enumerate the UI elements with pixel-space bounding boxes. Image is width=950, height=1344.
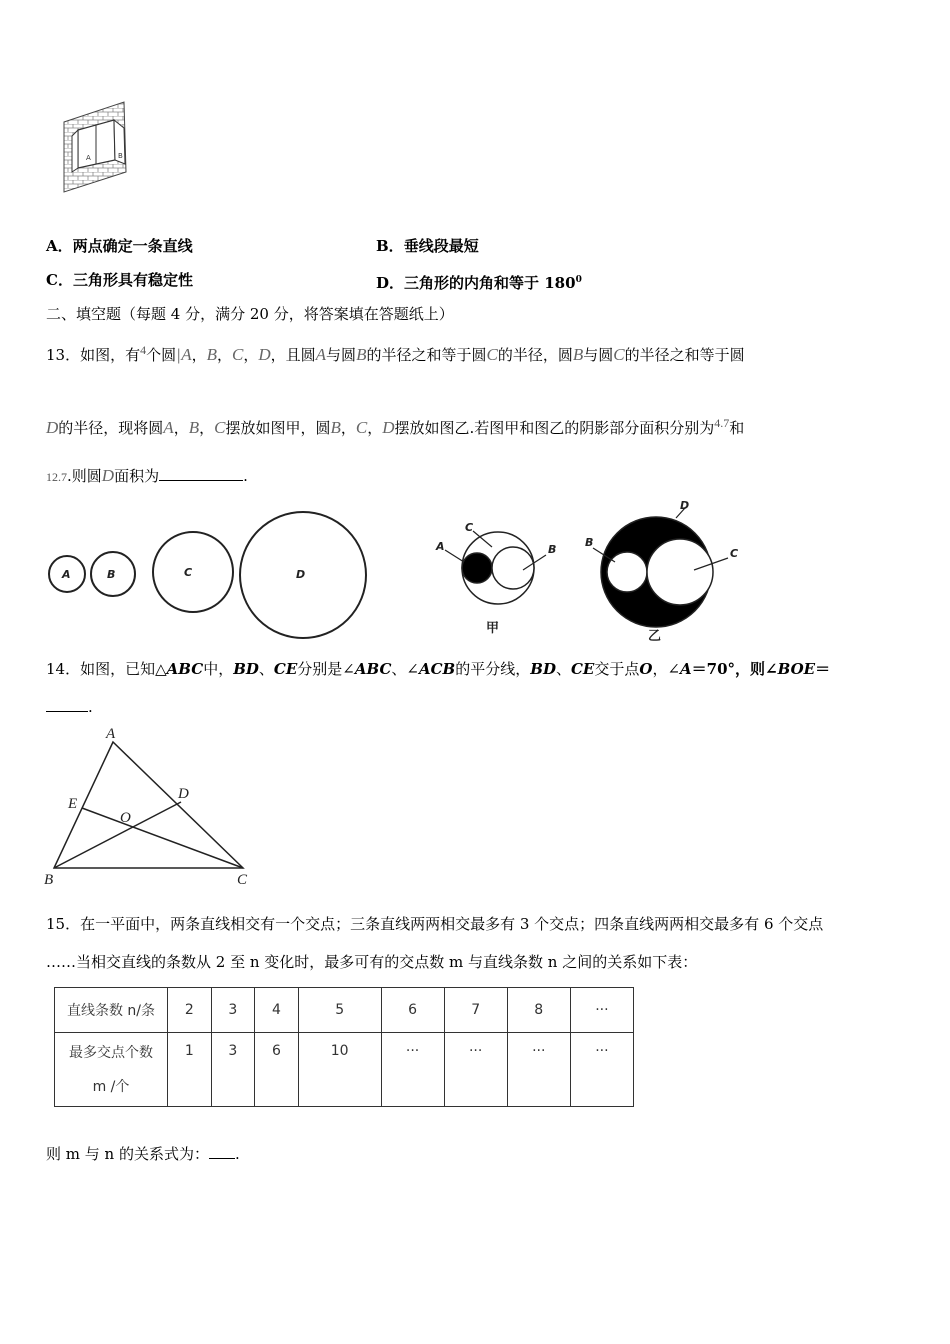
jia-circle-a	[462, 553, 492, 583]
yi-circle-b	[607, 552, 647, 592]
q13-var-a: A	[181, 345, 192, 364]
q14-text: 的平分线，	[455, 660, 531, 678]
table-cell: 7	[444, 988, 507, 1033]
table-header-cell	[55, 1033, 168, 1107]
q14-text: 、∠	[391, 660, 419, 678]
q13-text: 与圆	[583, 346, 614, 364]
table-cell: ···	[444, 1033, 507, 1107]
q13-text: 与圆	[326, 346, 357, 364]
q13-comma: ，	[367, 419, 383, 437]
q14-line1	[46, 659, 830, 679]
q13-text: 如图，有	[80, 346, 141, 364]
q13-comma: ，	[340, 419, 356, 437]
q14-triangle-figure	[40, 722, 270, 892]
option-d	[376, 270, 582, 293]
vertex-b: B	[44, 872, 54, 888]
q13-var-b: B	[330, 418, 341, 437]
q13-var-c: C	[214, 418, 226, 437]
table-header-line: m /个	[92, 1078, 130, 1095]
q14-num: 14．	[46, 660, 81, 678]
q13-text: 个圆	[146, 346, 177, 364]
table-cell: ···	[381, 1033, 444, 1107]
circle-c-label: C	[184, 566, 193, 579]
q15-answer-prefix: 则 m 与 n 的关系式为：	[46, 1145, 209, 1163]
q14-var: CE	[273, 660, 298, 678]
q14-var: O	[639, 660, 653, 678]
vertex-e: E	[68, 796, 78, 812]
option-a	[46, 236, 193, 256]
q15-text: 在一平面中，两条直线相交有一个交点；三条直线两两相交最多有 3 个交点；四条直线两两相交最多有 6 个交点	[80, 915, 824, 933]
q14-text: ，∠	[652, 660, 681, 678]
svg-text:B: B	[118, 152, 123, 160]
q15-answer-line	[46, 1144, 240, 1164]
q13-var-b: B	[188, 418, 200, 437]
q13-var-b: B	[572, 345, 584, 364]
option-d-sup: 0	[575, 275, 582, 285]
q13-comma: ，	[173, 419, 189, 437]
q14-var: BD	[233, 660, 259, 678]
q14-text: .	[88, 698, 93, 716]
section-2-title: 二、填空题（每题 4 分，满分 20 分，将答案填在答题纸上）	[46, 305, 454, 323]
jia-label-a: A	[436, 540, 445, 553]
q14-var: A	[680, 660, 692, 678]
q14-var: BD	[530, 660, 556, 678]
q14-var: ABC	[354, 660, 392, 678]
svg-text:A: A	[86, 154, 91, 162]
q13-answer-blank[interactable]	[159, 466, 243, 481]
q13-var-c: C	[355, 418, 368, 437]
option-c-text: 三角形具有稳定性	[72, 271, 193, 289]
q13-var-d: D	[382, 418, 395, 437]
q14-text: 分别是∠	[297, 660, 355, 678]
table-header-cell: 直线条数 n/条	[55, 988, 168, 1033]
q13-var-4: 4	[140, 343, 147, 357]
q13-text: 的半径，圆	[497, 346, 573, 364]
q13-var-c: C	[613, 345, 625, 364]
circle-b-label: B	[107, 568, 116, 581]
vertex-c: C	[237, 872, 248, 888]
option-a-text: 两点确定一条直线	[72, 237, 193, 255]
q13-value-4-7: 4.7	[714, 416, 730, 430]
q13-comma: ，	[191, 346, 207, 364]
q14-text: 交于点	[594, 660, 640, 678]
option-b-text: 垂线段最短	[403, 237, 479, 255]
window-wall-figure	[58, 100, 138, 196]
q13-text: 的半径之和等于圆	[366, 346, 487, 364]
q13-text: .则圆	[67, 467, 102, 485]
option-a-letter: A．	[46, 237, 73, 255]
jia-label-b: B	[548, 543, 557, 556]
option-d-text: 三角形的内角和等于 180	[404, 274, 576, 292]
q13-text: 的半径，现将圆	[58, 419, 164, 437]
q15-answer-suffix: .	[234, 1145, 240, 1163]
q14-answer-blank[interactable]	[46, 697, 88, 712]
option-b-letter: B．	[376, 237, 404, 255]
q13-num: 13．	[46, 346, 81, 364]
q14-text: 、	[555, 660, 571, 678]
q13-comma: ，	[243, 346, 259, 364]
q13-text: .	[243, 467, 248, 485]
q15-num: 15．	[46, 915, 81, 933]
circle-a-label: A	[62, 568, 71, 581]
q13-comma: ，	[216, 346, 232, 364]
q13-circles-figure	[40, 500, 760, 650]
q14-var: CE	[570, 660, 595, 678]
q14-var: ACB	[418, 660, 456, 678]
table-cell: ···	[507, 1033, 570, 1107]
table-row	[55, 1033, 634, 1107]
q13-text: 面积为	[114, 467, 160, 485]
table-cell: 10	[298, 1033, 381, 1107]
vertex-d: D	[178, 786, 189, 802]
table-cell: 3	[211, 988, 255, 1033]
yi-label-b: B	[585, 536, 594, 549]
table-cell: ···	[570, 988, 633, 1033]
table-cell: 3	[211, 1033, 255, 1107]
q14-var: ABC	[166, 660, 204, 678]
yi-caption: 乙	[648, 629, 662, 644]
q13-text: 的半径之和等于圆	[624, 346, 745, 364]
q14-text: 、	[258, 660, 274, 678]
q15-table	[54, 987, 634, 1107]
table-cell: 6	[381, 988, 444, 1033]
q14-line2	[46, 697, 93, 717]
q13-var-b: B	[356, 345, 367, 364]
option-b	[376, 236, 479, 256]
q13-line2	[46, 413, 744, 438]
q15-answer-blank[interactable]	[209, 1144, 235, 1159]
q13-text: 摆放如图甲，圆	[225, 419, 331, 437]
q13-text: 摆放如图乙.若图甲和图乙的阴影部分面积分别为	[394, 419, 715, 437]
q13-var-b: B	[206, 345, 217, 364]
option-c-letter: C．	[46, 271, 73, 289]
q14-text: 中，	[203, 660, 234, 678]
q15-line2: ……当相交直线的条数从 2 至 n 变化时，最多可有的交点数 m 与直线条数 n 之间的关系如下表：	[46, 953, 698, 971]
q13-var-d: D	[258, 345, 271, 364]
table-cell: 2	[168, 988, 212, 1033]
jia-circle-b	[492, 547, 534, 589]
yi-label-d: D	[680, 500, 690, 512]
q14-var: BOE	[777, 660, 816, 678]
q13-line3	[46, 466, 248, 487]
circle-c	[153, 532, 233, 612]
q13-text: ，且圆	[270, 346, 316, 364]
q13-line1: 13．如图，有$^4$个圆|A，B，C，D，且圆A与圆B的半径之和等于圆C的半径，圆B与圆C的半径之和等于圆	[46, 343, 745, 364]
segment-ce	[82, 808, 243, 868]
table-cell: 4	[255, 988, 299, 1033]
option-d-letter: D．	[376, 274, 405, 292]
q13-var-a: A	[315, 345, 327, 364]
table-cell: 5	[298, 988, 381, 1033]
q14-text: ＝	[815, 660, 831, 678]
yi-label-c: C	[730, 547, 739, 560]
triangle-abc	[54, 742, 243, 868]
option-c	[46, 270, 193, 290]
vertex-a: A	[106, 726, 116, 742]
table-cell: 8	[507, 988, 570, 1033]
q13-text: 和	[729, 419, 745, 437]
q13-var-d: D	[46, 418, 59, 437]
yi-circle-c	[647, 539, 713, 605]
q13-var-a: A	[163, 418, 174, 437]
q13-var-d: D	[101, 466, 115, 485]
jia-label-c: C	[465, 521, 474, 534]
circle-d-label: D	[296, 568, 306, 581]
q13-comma: ，	[199, 419, 215, 437]
q15-line1	[46, 914, 823, 934]
q13-var-c: C	[486, 345, 498, 364]
point-o: O	[120, 810, 131, 826]
table-cell: 6	[255, 1033, 299, 1107]
table-header-line: 最多交点个数	[69, 1044, 153, 1061]
q14-text: ＝70°，则∠	[691, 660, 778, 678]
table-row	[55, 988, 634, 1033]
q14-text: 如图，已知△	[80, 660, 167, 678]
jia-caption: 甲	[486, 621, 500, 636]
table-cell: ···	[570, 1033, 633, 1107]
table-cell: 1	[168, 1033, 212, 1107]
q13-var-c: C	[232, 345, 244, 364]
q13-value-12-7: 12.7	[46, 470, 67, 484]
